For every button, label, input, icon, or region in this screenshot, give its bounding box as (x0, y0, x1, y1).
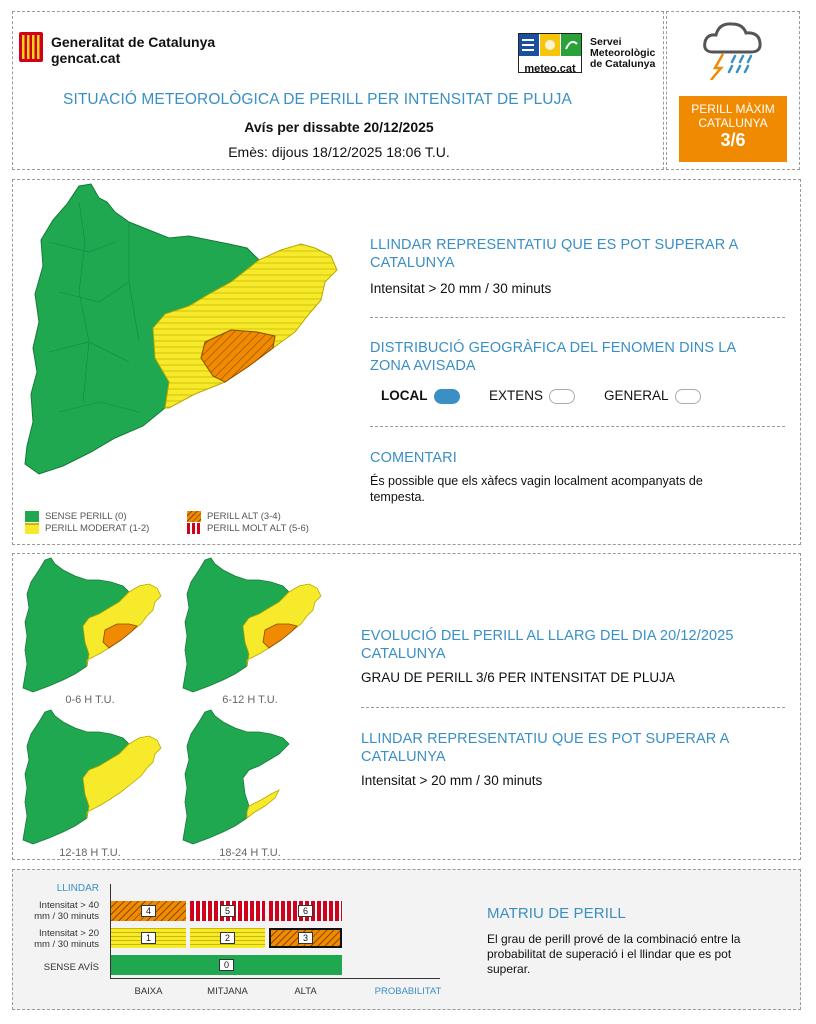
cell-number: 1 (141, 932, 156, 944)
evolution-map-3 (179, 708, 329, 846)
matrix-x-axis (110, 978, 440, 979)
option-general[interactable] (604, 388, 701, 404)
legend-perill-alt (187, 511, 281, 522)
legend-swatch-red (187, 523, 201, 534)
evolution-map-2 (19, 708, 169, 846)
row-mid-line2: mm / 30 minuts (34, 939, 99, 950)
matrix-title: MATRIU DE PERILL (487, 905, 626, 922)
legend-label: PERILL MOLT ALT (5-6) (207, 523, 309, 534)
matrix-panel (12, 869, 801, 1010)
llindar-value: Intensitat > 20 mm / 30 minuts (370, 281, 552, 296)
row-high-line2: mm / 30 minuts (34, 911, 99, 922)
matrix-cell-5 (190, 901, 265, 921)
legend-sense-perill (25, 511, 126, 522)
perill-maxim-badge (679, 96, 787, 162)
legend-label: PERILL ALT (3-4) (207, 511, 281, 522)
smc-name (590, 37, 655, 70)
mini-map-green-zone (183, 710, 289, 844)
option-local[interactable] (381, 388, 460, 404)
matrix-cell-3-current (269, 928, 342, 948)
legend-swatch-orange (187, 511, 201, 522)
comentari-text: És possible que els xàfecs vagin localment acompanyats de tempesta. (370, 474, 703, 504)
divider (361, 707, 785, 708)
matrix-probabilitat-label: PROBABILITAT (374, 986, 442, 997)
perill-maxim-line1: PERILL MÀXIM (691, 102, 775, 116)
cell-number: 0 (219, 959, 234, 971)
meteo-logo-text: meteo.cat (524, 63, 576, 75)
matrix-col-alta: ALTA (294, 986, 317, 997)
smc-line1: Servei (590, 36, 622, 48)
meteo-logo-graphic-icon (519, 34, 581, 56)
llindar-title: LLINDAR REPRESENTATIU QUE ES POT SUPERAR A CATALUNYA (370, 237, 738, 271)
meteo-cat-logo (518, 33, 582, 73)
perill-maxim-level: 3/6 (720, 130, 746, 150)
matrix-col-mitjana: MITJANA (207, 986, 248, 997)
evolution-grau: GRAU DE PERILL 3/6 PER INTENSITAT DE PLUJA (361, 670, 675, 685)
option-label: EXTENS (489, 388, 544, 403)
main-map-panel (12, 179, 801, 545)
row-high-line1: Intensitat > 40 (39, 900, 99, 911)
legend-swatch-yellow (25, 523, 39, 534)
page-title: SITUACIÓ METEOROLÒGICA DE PERILL PER INTENSITAT DE PLUJA (63, 91, 572, 108)
cell-number: 6 (298, 905, 313, 917)
matrix-text: El grau de perill prové de la combinació entre la probabilitat de superació i el llindar que es pot superar. (487, 932, 741, 976)
map-caption-6-12: 6-12 H T.U. (222, 694, 278, 706)
matrix-cell-6 (269, 901, 342, 921)
divider (370, 317, 785, 318)
gencat-line2: gencat.cat (51, 50, 121, 66)
divider (370, 426, 785, 427)
legend-label: PERILL MODERAT (1-2) (45, 523, 150, 534)
matrix-cell-1 (111, 928, 186, 948)
perill-maxim-line2: CATALUNYA (698, 116, 768, 130)
evolution-map-1 (179, 556, 329, 694)
smc-line2: Meteorològic (590, 47, 656, 59)
evolution-title: EVOLUCIÓ DEL PERILL AL LLARG DEL DIA 20/12/2025 CATALUNYA (361, 628, 734, 662)
matrix-cell-0 (111, 955, 342, 975)
gencat-line1: Generalitat de Catalunya (51, 34, 216, 50)
evolution-llindar-value: Intensitat > 20 mm / 30 minuts (361, 773, 543, 788)
smc-line3: de Catalunya (590, 58, 656, 70)
distribucio-title: DISTRIBUCIÓ GEOGRÀFICA DEL FENOMEN DINS LA ZONA AVISADA (370, 340, 736, 374)
comentari-title: COMENTARI (370, 450, 457, 466)
map-caption-0-6: 0-6 H T.U. (65, 694, 115, 706)
catalunya-danger-map (19, 182, 345, 478)
matrix-llindar-label: LLINDAR (56, 883, 99, 894)
matrix-col-baixa: BAIXA (134, 986, 163, 997)
cell-number: 3 (298, 932, 313, 944)
generalitat-logo-icon (19, 32, 43, 62)
map-caption-12-18: 12-18 H T.U. (59, 847, 121, 859)
option-label: LOCAL (381, 388, 428, 403)
matrix-row-none-label: SENSE AVÍS (43, 962, 99, 973)
header-panel (12, 11, 664, 170)
toggle-general[interactable] (675, 389, 701, 404)
avis-date: Avís per dissabte 20/12/2025 (244, 119, 434, 135)
option-label: GENERAL (604, 388, 669, 403)
map-caption-18-24: 18-24 H T.U. (219, 847, 281, 859)
storm-rain-cloud-icon (701, 18, 765, 80)
emes-timestamp: Emès: dijous 18/12/2025 18:06 T.U. (228, 144, 450, 160)
header-right-panel (666, 11, 800, 170)
toggle-extens[interactable] (549, 389, 575, 404)
mini-map-yellow-zone (247, 790, 279, 818)
legend-perill-molt-alt (187, 523, 309, 534)
matrix-row-high-label (13, 900, 99, 922)
matrix-cell-2 (190, 928, 265, 948)
evolution-map-0 (19, 556, 169, 694)
evolution-llindar-title: LLINDAR REPRESENTATIU QUE ES POT SUPERAR A CATALUNYA (361, 731, 729, 765)
cell-number: 2 (220, 932, 235, 944)
matrix-cell-4 (111, 901, 186, 921)
evolution-panel (12, 553, 801, 860)
legend-label: SENSE PERILL (0) (45, 511, 127, 522)
option-extens[interactable] (489, 388, 575, 404)
row-mid-line1: Intensitat > 20 (39, 928, 99, 939)
legend-perill-moderat (25, 523, 149, 534)
generalitat-name (51, 34, 215, 66)
cell-number: 4 (141, 905, 156, 917)
cell-number: 5 (220, 905, 235, 917)
legend-swatch-green (25, 511, 39, 522)
matrix-row-mid-label (13, 928, 99, 950)
toggle-local[interactable] (434, 389, 460, 404)
